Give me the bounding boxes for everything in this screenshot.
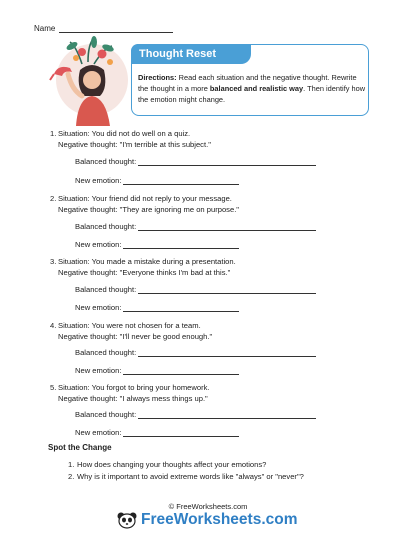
negative-thought-text: Negative thought: "I always mess things up." [58,394,208,403]
situation-text: Situation: Your friend did not reply to your message. [58,194,232,203]
item-4-prompt [50,320,213,342]
balanced-answer-line[interactable] [138,222,316,231]
situation-text: Situation: You were not chosen for a team. [58,321,201,330]
balanced-label: Balanced thought: [75,410,137,419]
brand-name: FreeWorksheets.com [141,511,298,528]
directions-bold: balanced and realistic way [209,84,304,93]
emotion-label: New emotion: [75,240,122,249]
item-3-balanced [75,285,316,294]
item-3-emotion [75,303,239,312]
item-4-balanced [75,348,316,357]
item-number: 4. [50,321,57,330]
spot-question-1 [68,460,267,469]
item-5-balanced [75,410,316,419]
brand-logo [116,511,298,529]
emotion-label: New emotion: [75,303,122,312]
emotion-answer-line[interactable] [123,240,239,249]
balanced-answer-line[interactable] [138,410,316,419]
situation-text: Situation: You forgot to bring your homework. [58,383,210,392]
item-number: 3. [50,257,57,266]
name-field [34,24,173,33]
balanced-answer-line[interactable] [138,157,316,166]
emotion-answer-line[interactable] [123,428,239,437]
item-number: 2. [50,194,57,203]
balanced-label: Balanced thought: [75,222,137,231]
name-label: Name [34,24,56,33]
directions-label: Directions: [138,73,177,82]
emotion-answer-line[interactable] [123,366,239,375]
item-1-balanced [75,157,316,166]
balanced-answer-line[interactable] [138,348,316,357]
balanced-label: Balanced thought: [75,285,137,294]
panda-icon [116,511,138,529]
woman-watering-plant-illustration [48,34,130,126]
emotion-label: New emotion: [75,176,122,185]
item-5-prompt [50,382,210,404]
question-number: 1. [68,460,75,469]
spot-the-change-heading: Spot the Change [48,443,112,452]
question-text: How does changing your thoughts affect your emotions? [77,460,267,469]
situation-text: Situation: You did not do well on a quiz. [58,129,191,138]
item-5-emotion [75,428,239,437]
balanced-label: Balanced thought: [75,157,137,166]
item-2-emotion [75,240,239,249]
directions-part-2: . Then identify how the emotion might change. [138,84,366,104]
emotion-answer-line[interactable] [123,176,239,185]
question-text: Why is it important to avoid extreme words like "always" or "never"? [77,472,304,481]
balanced-label: Balanced thought: [75,348,137,357]
emotion-label: New emotion: [75,428,122,437]
item-3-prompt [50,256,236,278]
negative-thought-text: Negative thought: "They are ignoring me on purpose." [58,205,240,214]
item-4-emotion [75,366,239,375]
name-input-line[interactable] [59,24,173,33]
item-2-balanced [75,222,316,231]
worksheet-title: Thought Reset [139,48,216,60]
negative-thought-text: Negative thought: "Everyone thinks I'm bad at this." [58,268,231,277]
item-number: 5. [50,383,57,392]
item-number: 1. [50,129,57,138]
item-1-prompt [50,128,211,150]
negative-thought-text: Negative thought: "I'll never be good enough." [58,332,213,341]
directions-part-1: Read each situation and the negative thought. Rewrite the thought in a more [138,73,357,93]
copyright-text: © FreeWorksheets.com [168,502,248,511]
directions-text [138,72,366,105]
balanced-answer-line[interactable] [138,285,316,294]
question-number: 2. [68,472,75,481]
emotion-label: New emotion: [75,366,122,375]
situation-text: Situation: You made a mistake during a presentation. [58,257,236,266]
item-1-emotion [75,176,239,185]
spot-question-2 [68,472,304,481]
emotion-answer-line[interactable] [123,303,239,312]
item-2-prompt [50,193,240,215]
negative-thought-text: Negative thought: "I'm terrible at this subject." [58,140,211,149]
